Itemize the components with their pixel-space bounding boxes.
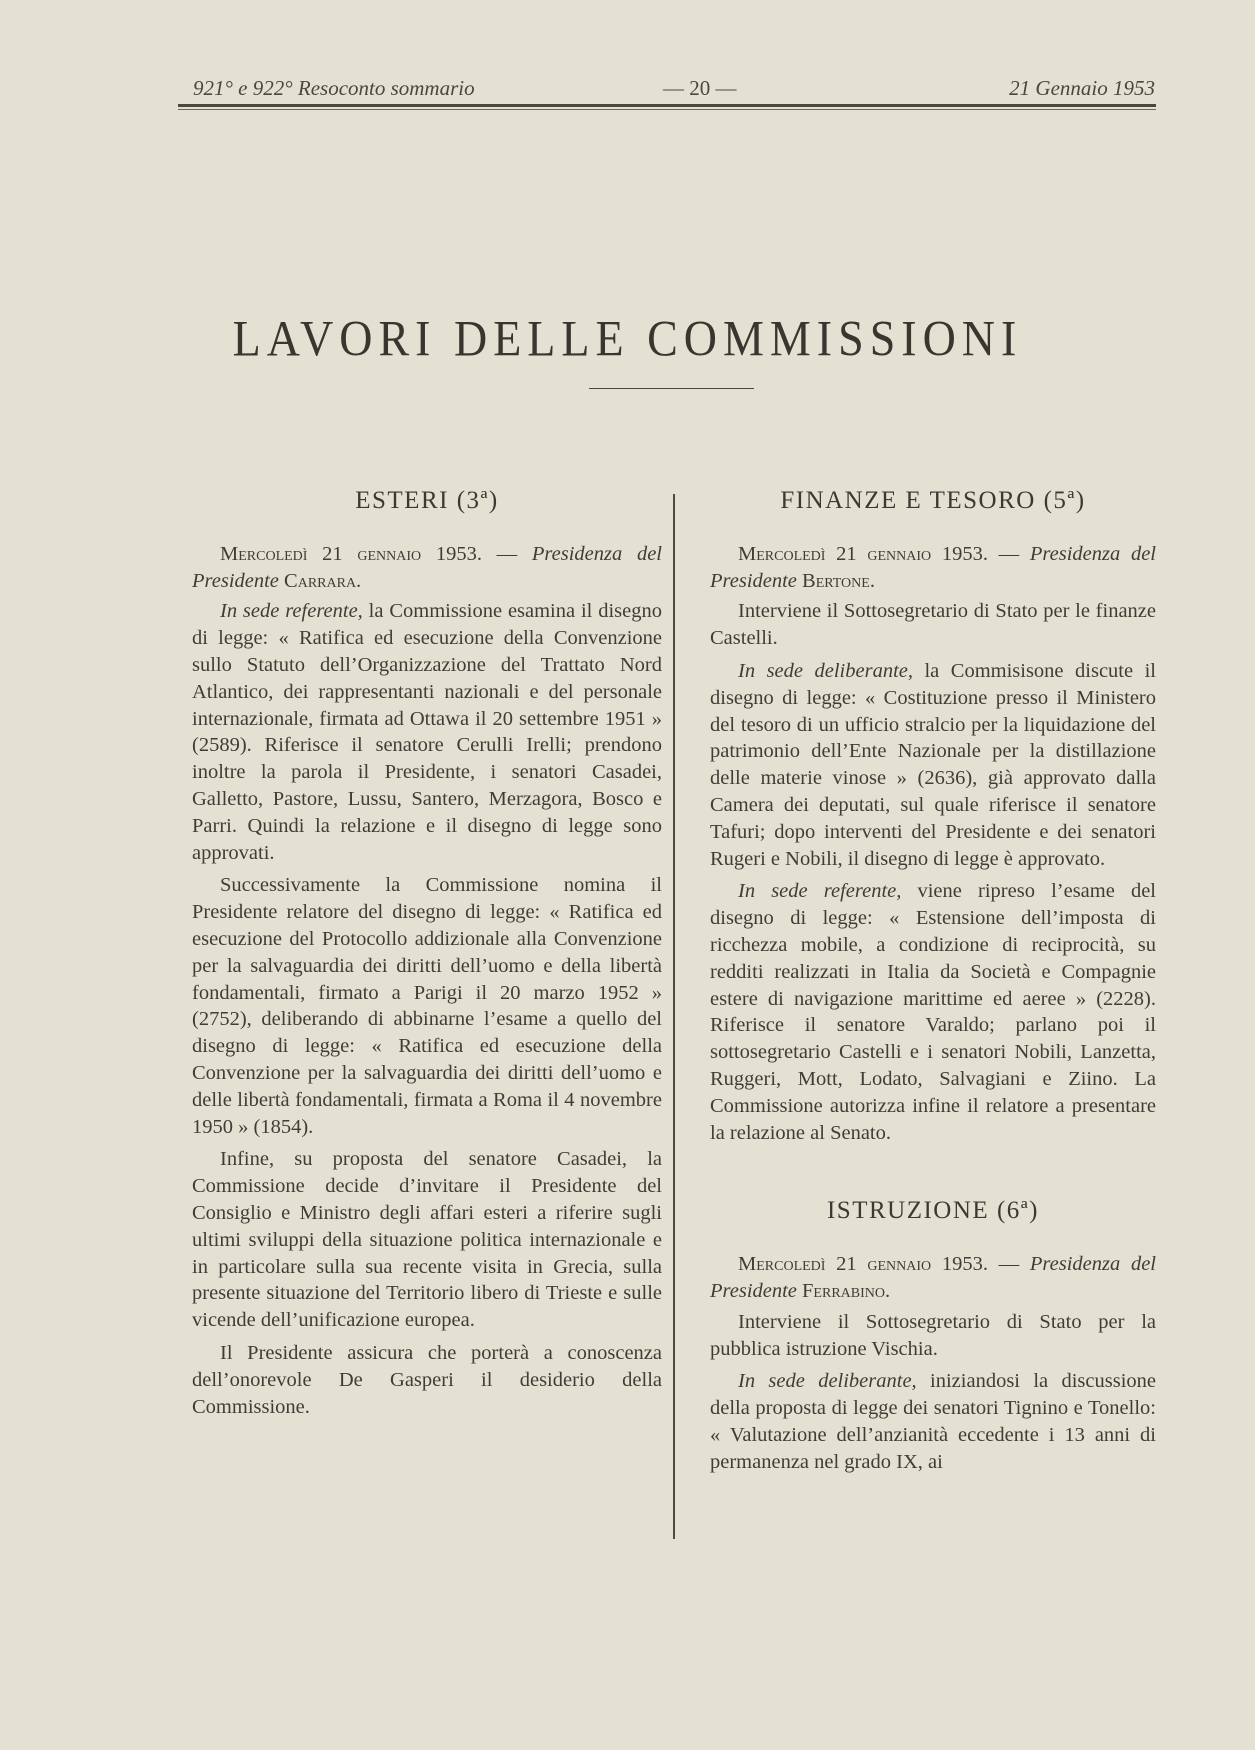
paragraph (710, 1368, 1156, 1475)
dash: — (987, 1253, 1030, 1276)
left-column (192, 480, 662, 1426)
paragraph: Infine, su proposta del senatore Casadei, la Commissione decide d’invitare il Presidente del Consiglio e Ministro degli affari esteri a riferire sugli ultimi sviluppi della situazione politica internazionale e in particolare sulla sua recente visita in Grecia, sulla presente situazione del Territorio libero di Trieste e sulle vicende dell’unificazione europea. (192, 1148, 662, 1332)
paragraph: Interviene il Sottosegretario di Stato per le finanze Castelli. (710, 600, 1156, 650)
column-divider (673, 494, 675, 1539)
presidency-label: Presidenza del Presidente (710, 542, 1156, 592)
session-date: Mercoledì 21 gennaio 1953. (738, 1253, 988, 1276)
section-ordinal: (6ª) (996, 1197, 1040, 1225)
session-meta (710, 541, 1156, 595)
section-name: ESTERI (355, 487, 449, 514)
paragraph: Il Presidente assicura che porterà a conoscenza dell’onorevole De Gasperi il desiderio della Commissione. (192, 1341, 662, 1418)
section-ordinal: (3ª) (456, 487, 499, 514)
president-name: Ferrabino. (802, 1279, 891, 1302)
presidency-label: Presidenza del Presidente (710, 1253, 1156, 1302)
page-title: LAVORI DELLE COMMISSIONI (232, 310, 1023, 367)
session-meta (192, 541, 662, 595)
president-name: Carrara. (284, 569, 362, 592)
section-title-finanze (710, 488, 1156, 515)
section-name: FINANZE E TESORO (780, 487, 1036, 514)
dash: — (987, 542, 1030, 565)
paragraph-text: viene ripreso l’esame del disegno di legge: « Estensione dell’imposta di ricchezza mobile, a condizione di reciprocità, su redditi realizzati in Italia da Società e Compagnie estere di navigazione marittime ed aeree » (2228). Riferisce il senatore Varaldo; parlano poi il sottosegretario Castelli e i senatori Nobili, Lanzetta, Ruggeri, Mott, Lodato, Salvagiani e Ziino. La Commissione autorizza infine il relatore a presentare la relazione al Senato. (710, 880, 1156, 1144)
session-date: Mercoledì 21 gennaio 1953. (738, 542, 988, 565)
section-ordinal: (5ª) (1043, 487, 1086, 514)
dash: — (481, 542, 532, 565)
paragraph-text: iniziandosi la discussione della proposta di legge dei senatori Tignino e Tonello: « Valutazione dell’anzianità eccedente i 13 anni di permanenza nel grado IX, ai (710, 1370, 1156, 1473)
paragraph-text: la Commisisone discute il disegno di legge: « Costituzione presso il Ministero del tesoro di un ufficio stralcio per la liquidazione del patrimonio dell’Ente Nazionale per la distillazione delle materie vinose » (2636), già approvato dalla Camera dei deputati, sul quale riferisce il senatore Tafuri; dopo interventi del Presidente e dei senatori Rugeri e Nobili, il disegno di legge è approvato. (710, 659, 1156, 870)
header-rule-thin (178, 109, 1156, 110)
header-date: 21 Gennaio 1953 (1009, 76, 1155, 100)
section-title-istruzione (710, 1198, 1156, 1225)
header-rule (178, 104, 1156, 107)
sede-label: In sede deliberante, (738, 1370, 917, 1393)
title-rule (589, 388, 754, 389)
sede-label: In sede deliberante, (738, 659, 913, 682)
session-date: Mercoledì 21 gennaio 1953. (220, 542, 482, 565)
session-meta (710, 1251, 1156, 1305)
president-name: Bertone. (802, 569, 875, 592)
section-gap (710, 1152, 1156, 1190)
paragraph (710, 658, 1156, 872)
section-name: ISTRUZIONE (826, 1197, 990, 1225)
paragraph (192, 598, 662, 866)
sede-label: In sede referente, (738, 880, 902, 903)
sede-label: In sede referente, (220, 600, 363, 623)
header-page-number: — 20 — (663, 76, 737, 100)
paragraph: Successivamente la Commissione nomina il Presidente relatore del disegno di legge: « Ratifica ed esecuzione del Protocollo addizionale alla Convenzione per la salvaguardia dei diritti dell’uomo e della libertà fondamentali, firmato a Parigi il 20 marzo 1952 » (2752), deliberando di abbinarne l’esame a quello del disegno di legge: « Ratifica ed esecuzione della Convenzione per la salvaguardia dei diritti dell’uomo e delle libertà fondamentali, firmata a Roma il 4 novembre 1950 » (1854). (192, 874, 662, 1138)
header-publication: 921° e 922° Resoconto sommario (193, 76, 475, 100)
paragraph-text: la Commissione esamina il disegno di legge: « Ratifica ed esecuzione della Convenzione sullo Statuto dell’Organizzazione del Trattato Nord Atlantico, dei rappresentanti nazionali e del personale internazionale, firmata ad Ottawa il 20 settembre 1951 » (2589). Riferisce il senatore Cerulli Irelli; prendono inoltre la parola il Presidente, i senatori Casadei, Galletto, Pastore, Lussu, Santero, Merzagora, Bosco e Parri. Quindi la relazione e il disegno di legge sono approvati. (192, 600, 662, 864)
paragraph: Interviene il Sottosegretario di Stato per la pubblica istruzione Vischia. (710, 1310, 1156, 1360)
section-title-esteri (192, 488, 662, 515)
right-column (710, 480, 1156, 1482)
paragraph (710, 878, 1156, 1146)
presidency-label: Presidenza del Presidente (192, 542, 662, 592)
running-header (193, 74, 1155, 104)
